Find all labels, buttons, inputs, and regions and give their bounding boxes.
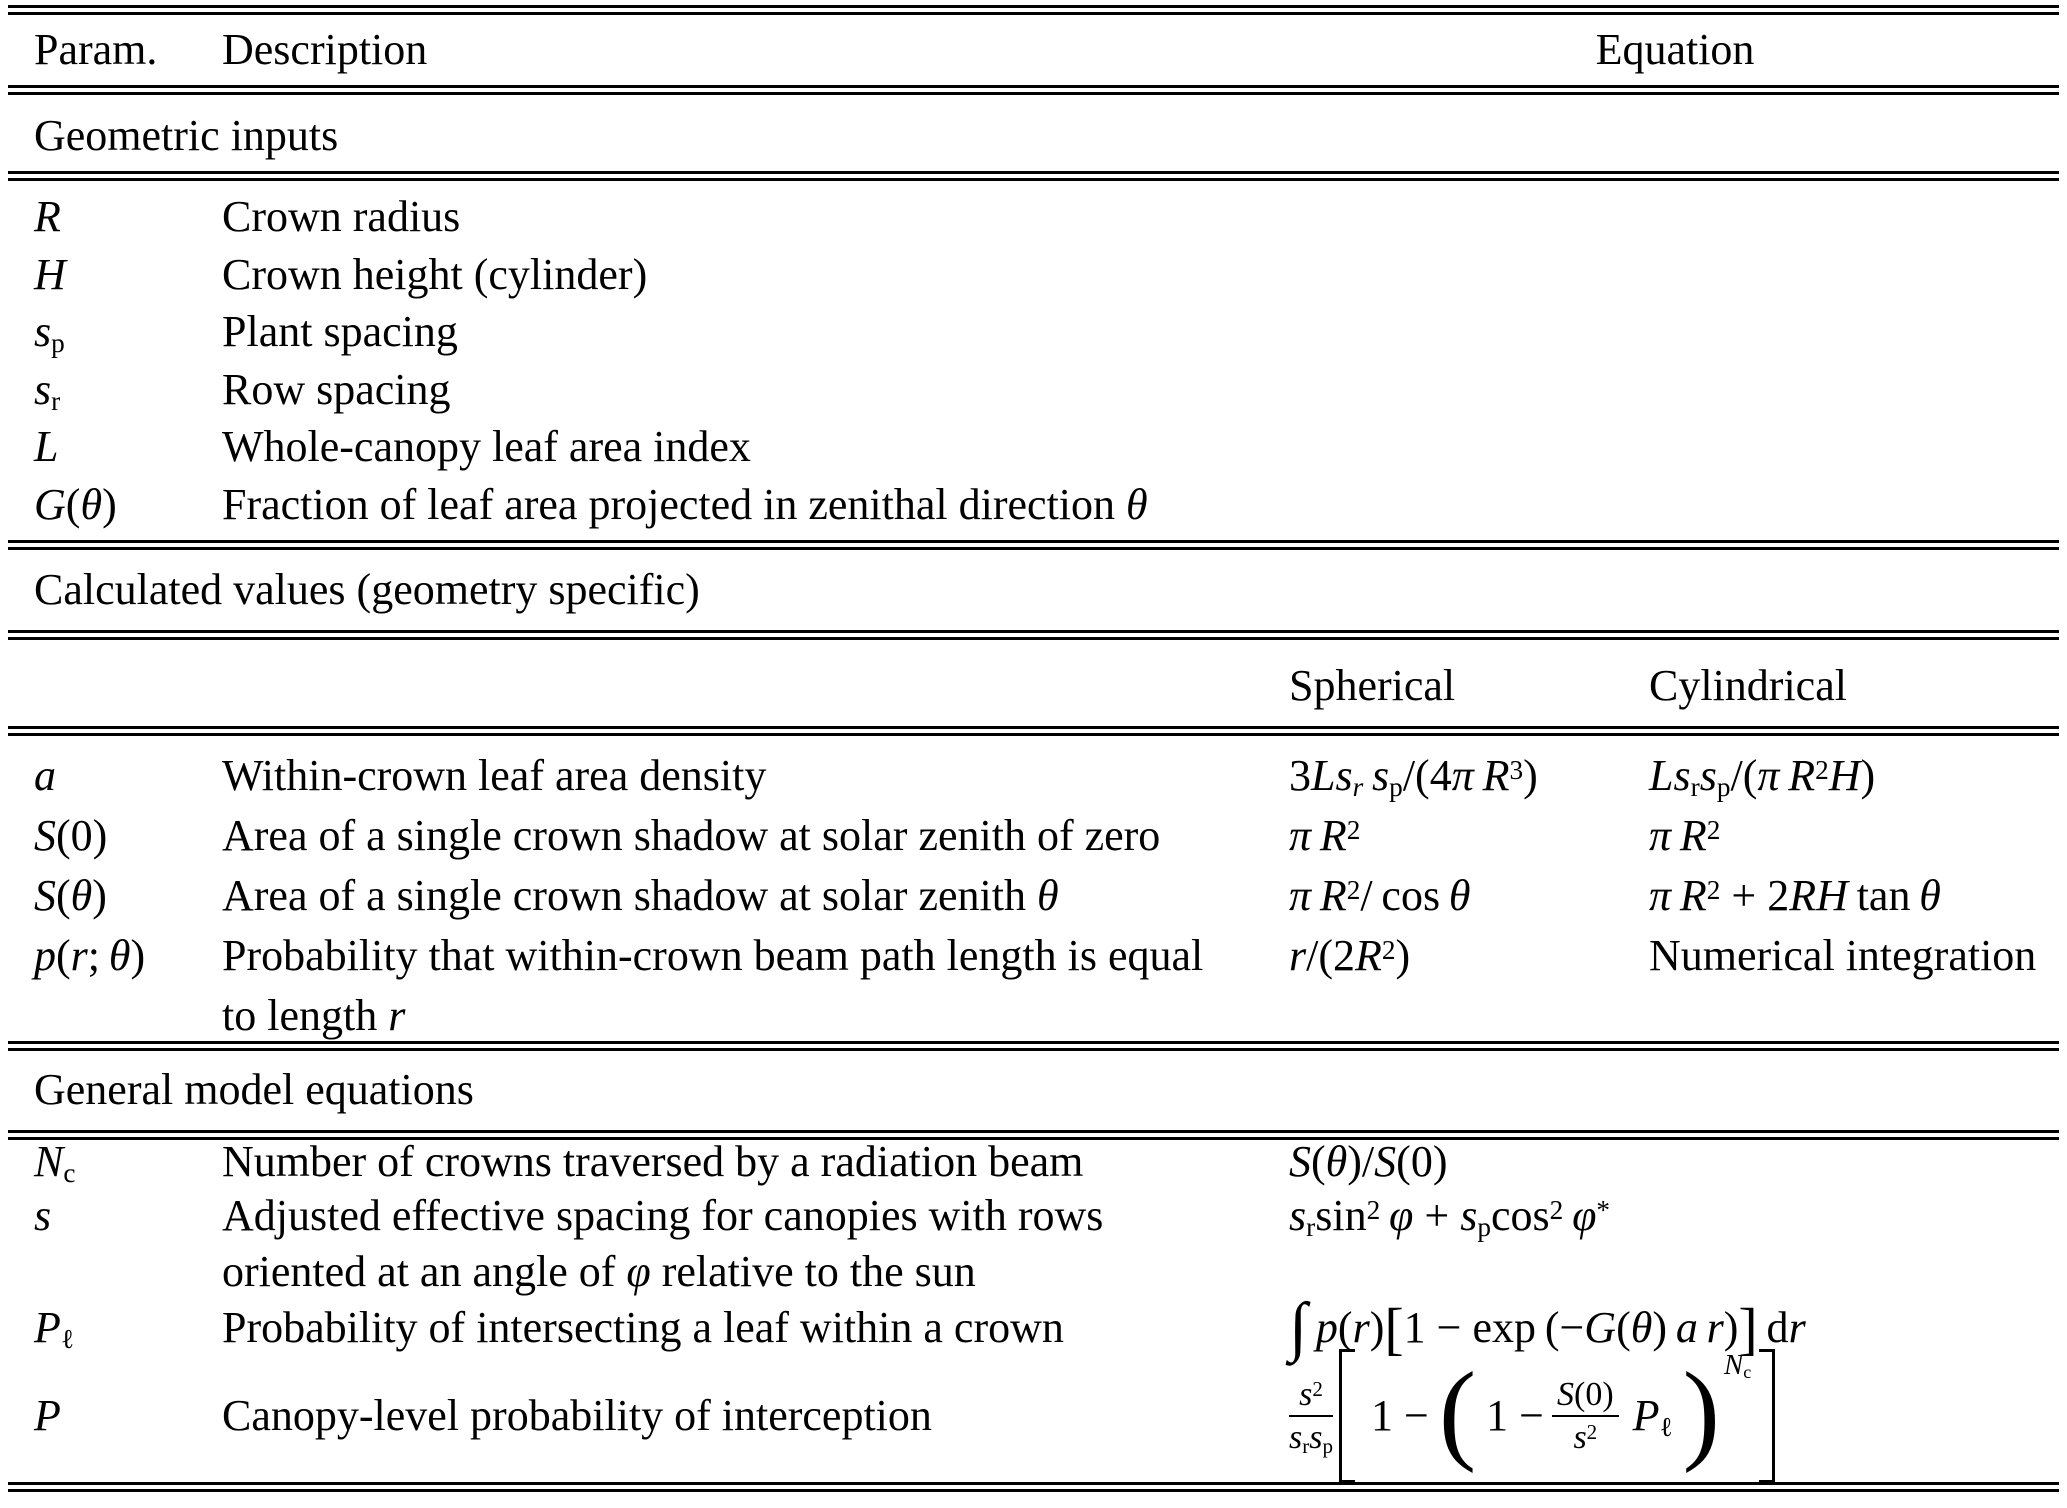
table-row — [0, 1136, 2067, 1188]
param-description: Probability of intersecting a leaf within a crown — [222, 1303, 1064, 1352]
equation-cylindrical: π $R^2 + 2RH$ tan θ — [1649, 871, 1941, 920]
param-symbol: G(θ) — [34, 479, 117, 529]
fraction-denominator: $s_rs_p$ — [1289, 1419, 1334, 1458]
equation-general: S(θ)/S(0) — [1289, 1137, 1448, 1186]
section-title-general-model-equations: General model equations — [34, 1065, 474, 1114]
param-symbol: H — [34, 249, 66, 299]
geometry-subheader-row — [0, 656, 2067, 716]
param-description: Adjusted effective spacing for canopies with rows oriented at an angle of φ relative to the sun — [222, 1191, 1104, 1296]
param-description: Canopy-level probability of interception — [222, 1391, 932, 1440]
subcolumn-header-spherical: Spherical — [1289, 661, 1456, 710]
param-description: Probability that within-crown beam path length is equal to length r — [222, 931, 1204, 1040]
rule-below-calculated-title — [8, 630, 2059, 640]
param-description: Within-crown leaf area density — [222, 751, 767, 800]
equation-general: $s_r\sin^2$ $\varphi + s_p\cos^2$ φ* — [1289, 1191, 1611, 1242]
equation-spherical: π $R^2$ — [1289, 811, 1361, 860]
param-description: Area of a single crown shadow at solar zenith of zero — [222, 811, 1161, 860]
crown-count-exponent: $N_c$ — [1723, 1349, 1752, 1382]
param-symbol: S(θ) — [34, 871, 107, 920]
table-bottom-rule — [8, 1482, 2059, 1492]
geometric-rows — [0, 188, 2067, 533]
param-symbol: L — [34, 422, 59, 471]
table-top-rule — [8, 5, 2059, 15]
table-row — [0, 1188, 2067, 1300]
equation-cylindrical: π $R^2$ — [1649, 811, 1721, 860]
param-description: Plant spacing — [222, 307, 458, 356]
equation-cylindrical: $Ls_rs_p/(\pi$ $R^2H$) — [1649, 751, 1876, 802]
param-symbol: $N_c$ — [34, 1137, 76, 1188]
param-description: Crown radius — [222, 192, 461, 241]
inner-fraction — [1552, 1376, 1619, 1457]
section-title-calculated-values: Calculated values (geometry specific) — [34, 565, 700, 614]
general-rows — [0, 1136, 2067, 1476]
param-symbol: p(r; θ) — [34, 931, 146, 980]
rule-below-header — [8, 85, 2059, 95]
param-description: Crown height (cylinder) — [222, 249, 648, 299]
inner-fraction-denominator: $s^2$ — [1573, 1419, 1598, 1456]
param-description: Area of a single crown shadow at solar zenith θ — [222, 871, 1059, 920]
param-symbol: $P_\ell$ — [34, 1303, 74, 1354]
column-header-description: Description — [222, 25, 428, 74]
param-symbol: $s_p$ — [34, 307, 65, 358]
param-symbol: P — [34, 1391, 61, 1440]
one-minus-term: 1 − — [1371, 1390, 1429, 1440]
rule-below-subheader — [8, 726, 2059, 736]
equation-spherical: π $R^2/$ cos θ — [1289, 871, 1471, 920]
equation-spherical: $3Ls_r$ $s_p/(4\pi$ $R^3$) — [1289, 751, 1538, 802]
inner-one-minus-term: 1 − — [1486, 1390, 1544, 1440]
param-description: Whole-canopy leaf area index — [222, 422, 751, 471]
param-symbol: a — [34, 751, 56, 800]
column-header-equation: Equation — [1595, 25, 1755, 74]
leading-fraction — [1289, 1376, 1333, 1457]
right-square-bracket — [1759, 1349, 1775, 1483]
section-title-geometric-inputs: Geometric inputs — [34, 111, 339, 160]
param-symbol: $s_r$ — [34, 364, 61, 416]
table-row — [0, 1349, 2067, 1476]
equation-canopy-interception: $\frac{s^2}{s_rs_p}$ 1 − ( 1 − $\frac{S(0)}{s^2}$ $P_\ell$ ) $N_c$ — [1289, 1356, 2061, 1476]
left-square-bracket — [1339, 1349, 1355, 1483]
equation-cylindrical: Numerical integration — [1649, 931, 2037, 980]
fraction-numerator: $s^2$ — [1289, 1376, 1333, 1417]
rule-above-calculated-title — [8, 540, 2059, 550]
table-header-row — [0, 18, 2067, 82]
rule-below-geometric-title — [8, 171, 2059, 181]
param-symbol: R — [34, 192, 61, 241]
param-description: Fraction of leaf area projected in zenithal direction θ — [222, 479, 1148, 529]
param-description: Number of crowns traversed by a radiation beam — [222, 1137, 1084, 1186]
calculated-rows — [0, 746, 2067, 1046]
table-row — [0, 1290, 2067, 1363]
param-symbol: s — [34, 1191, 52, 1240]
param-description: Row spacing — [222, 364, 451, 414]
subcolumn-header-cylindrical: Cylindrical — [1649, 661, 1847, 710]
column-header-param: Param. — [34, 25, 158, 74]
equation-spherical: $r/(2R^2)$ — [1289, 931, 1411, 980]
inner-fraction-numerator: S(0) — [1552, 1376, 1619, 1417]
param-symbol: S(0) — [34, 811, 108, 860]
equation-general: ∫ p(r)[1 − exp (−G(θ) a r)] dr — [1289, 1290, 1806, 1363]
leaf-probability-symbol: $P_\ell$ — [1632, 1390, 1673, 1442]
